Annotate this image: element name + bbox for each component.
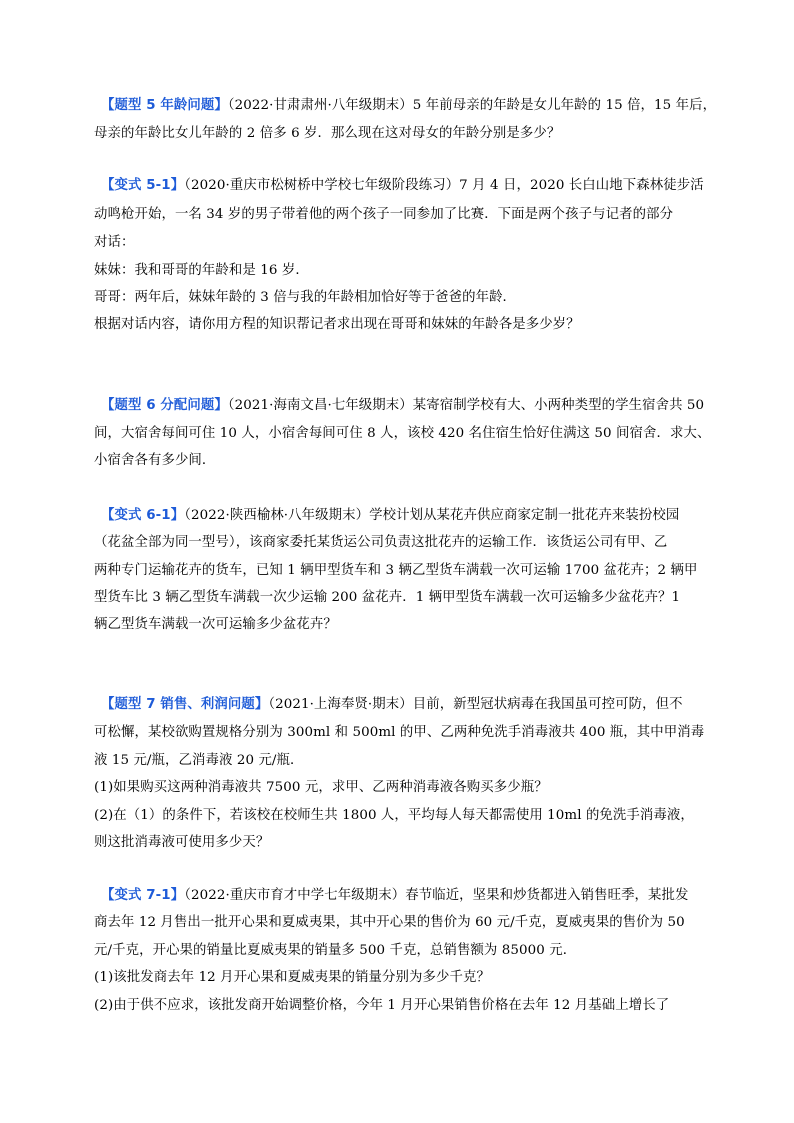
problem-6-tag: 【题型 6 分配问题】 [101, 398, 228, 413]
variant-6-1-line-5: 辆乙型货车满载一次可运输多少盆花卉？ [94, 617, 337, 632]
problem-5-line-2: 母亲的年龄比女儿年龄的 2 倍多 6 岁．那么现在这对母女的年龄分别是多少？ [94, 126, 561, 141]
variant-5-1-tag: 【变式 5-1】 [101, 178, 185, 193]
variant-6-1-line-1: 【变式 6-1】（2022·陕西榆林·八年级期末）学校计划从某花卉供应商家定制一批花卉来装扮校园 [101, 508, 680, 523]
variant-5-1-line-5: 哥哥：两年后，妹妹年龄的 3 倍与我的年龄相加恰好等于爸爸的年龄． [94, 290, 517, 305]
problem-7-line-5: (2)在（1）的条件下，若该校在校师生共 1800 人，平均每人每天都需使用 10ml 的免洗手消毒液， [94, 808, 694, 823]
variant-6-1-line-3: 两种专门运输花卉的货车，已知 1 辆甲型货车和 3 辆乙型货车满载一次可运输 1700 盆花卉；2 辆甲 [94, 563, 698, 578]
variant-5-1-line-3: 对话： [94, 235, 135, 250]
variant-7-1-line-5: (2)由于供不应求，该批发商开始调整价格，今年 1 月开心果销售价格在去年 12 月基础上增长了 [94, 998, 670, 1013]
variant-6-1-tag: 【变式 6-1】 [101, 508, 185, 523]
variant-7-1-line-3: 元/千克，开心果的销量比夏威夷果的销量多 500 千克，总销售额为 85000 元． [94, 943, 577, 958]
variant-6-1-line-4: 型货车比 3 辆乙型货车满载一次少运输 200 盆花卉．1 辆甲型货车满载一次可运输多少盆花卉？1 [94, 590, 681, 605]
problem-5-line-1: 【题型 5 年龄问题】（2022·甘肃肃州·八年级期末）5 年前母亲的年龄是女儿年龄的 15 倍，15 年后， [101, 98, 717, 113]
problem-7-line-1: 【题型 7 销售、利润问题】（2021·上海奉贤·期末）目前，新型冠状病毒在我国虽可控可防，但不 [101, 697, 683, 712]
variant-7-1-line-1: 【变式 7-1】（2022·重庆市育才中学七年级期末）春节临近，坚果和炒货都进入销售旺季，某批发 [101, 888, 689, 903]
variant-5-1-line-4: 妹妹：我和哥哥的年龄和是 16 岁． [94, 263, 309, 278]
problem-7-line-2: 可松懈，某校欲购置规格分别为 300ml 和 500ml 的甲、乙两种免洗手消毒液共 400 瓶，其中甲消毒 [94, 725, 705, 740]
problem-7-tag: 【题型 7 销售、利润问题】 [101, 697, 269, 712]
variant-5-1-line-2: 动鸣枪开始，一名 34 岁的男子带着他的两个孩子一同参加了比赛．下面是两个孩子与记者的部分 [94, 207, 674, 222]
variant-7-1-line-2: 商去年 12 月售出一批开心果和夏威夷果，其中开心果的售价为 60 元/千克，夏威夷果的售价为 50 [94, 915, 685, 930]
problem-6-line-2: 间，大宿舍每间可住 10 人，小宿舍每间可住 8 人，该校 420 名住宿生恰好住满这 50 间宿舍．求大、 [94, 426, 711, 441]
variant-7-1-tag: 【变式 7-1】 [101, 888, 185, 903]
problem-7-line-3: 液 15 元/瓶，乙消毒液 20 元/瓶． [94, 753, 304, 768]
problem-7-line-4: (1)如果购买这两种消毒液共 7500 元，求甲、乙两种消毒液各购买多少瓶？ [94, 780, 548, 795]
problem-6-line-3: 小宿舍各有多少间． [94, 453, 216, 468]
variant-5-1-line-6: 根据对话内容，请你用方程的知识帮记者求出现在哥哥和妹妹的年龄各是多少岁？ [94, 317, 580, 332]
variant-7-1-line-4: (1)该批发商去年 12 月开心果和夏威夷果的销量分别为多少千克？ [94, 970, 490, 985]
problem-6-line-1: 【题型 6 分配问题】（2021·海南文昌·七年级期末）某寄宿制学校有大、小两种类型的学生宿舍共 50 [101, 398, 705, 413]
variant-5-1-line-1: 【变式 5-1】（2020·重庆市松树桥中学校七年级阶段练习）7 月 4 日，2020 长白山地下森林徒步活 [101, 178, 704, 193]
problem-7-line-6: 则这批消毒液可使用多少天？ [94, 835, 270, 850]
variant-6-1-line-2: （花盆全部为同一型号），该商家委托某货运公司负责这批花卉的运输工作．该货运公司有甲、乙 [94, 535, 668, 550]
problem-5-tag: 【题型 5 年龄问题】 [101, 98, 228, 113]
